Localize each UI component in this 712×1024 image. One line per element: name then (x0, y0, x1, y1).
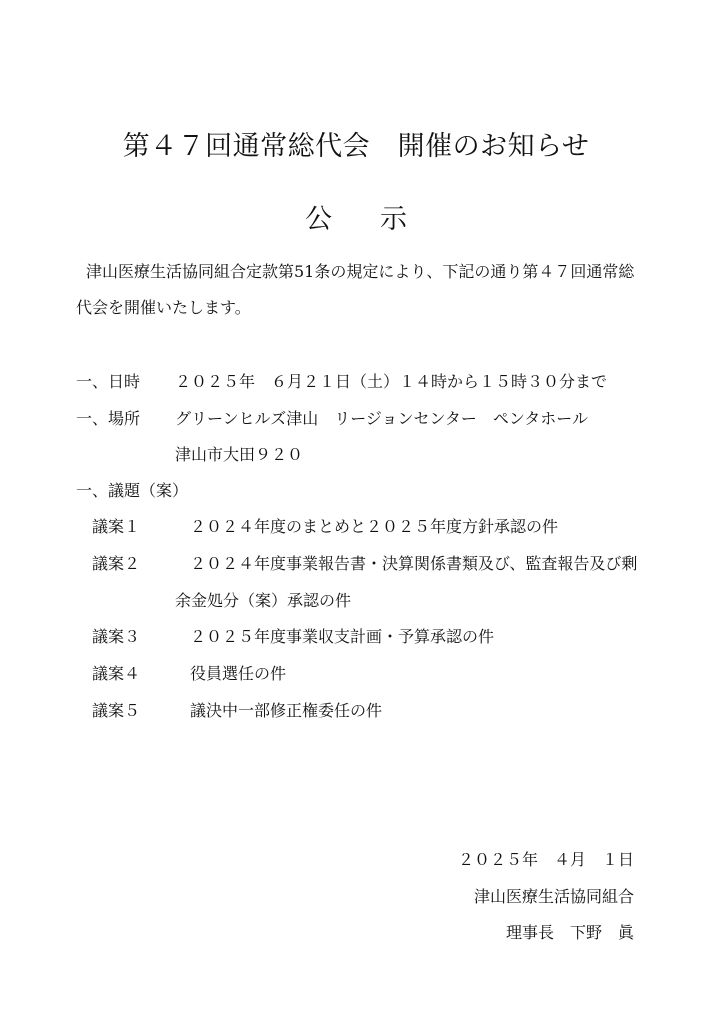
intro-paragraph: 津山医療生活協同組合定款第51条の規定により、下記の通り第４７回通常総代会を開催いたします。 (76, 262, 635, 317)
organization-name: 津山医療生活協同組合 (473, 887, 634, 906)
agenda-item-label: 議案１ (92, 517, 141, 536)
agenda-item-label: 議案２ (92, 554, 141, 573)
agenda-item-text: ２０２４年度のまとめと２０２５年度方針承認の件 (190, 517, 559, 536)
datetime-value: ２０２５年 ６月２１日（土）１４時から１５時３０分まで (175, 372, 608, 391)
agenda-item-text: ２０２５年度事業収支計画・予算承認の件 (190, 627, 495, 646)
agenda-item-label: 議案５ (92, 701, 141, 720)
notice-heading: 公示 (305, 204, 455, 235)
notice-date: ２０２５年 ４月 １日 (457, 850, 634, 869)
agenda-item-text: 役員選任の件 (190, 664, 287, 683)
place-address: 津山市大田９２０ (175, 445, 304, 464)
agenda-item-text: 議決中一部修正権委任の件 (190, 701, 383, 720)
agenda-item-text-continued: 余金処分（案）承認の件 (175, 591, 352, 610)
signatory: 理事長 下野 眞 (505, 923, 634, 942)
datetime-label: 一、日時 (76, 372, 141, 391)
place-label: 一、場所 (76, 409, 141, 428)
notice-title: 第４７回通常総代会 開催のお知らせ (122, 131, 590, 162)
agenda-heading: 一、議題（案） (76, 481, 189, 500)
agenda-item-text: ２０２４年度事業報告書・決算関係書類及び、監査報告及び剰 (190, 554, 638, 573)
agenda-item-label: 議案４ (92, 664, 141, 683)
agenda-item-label: 議案３ (92, 627, 141, 646)
place-value: グリーンヒルズ津山 リージョンセンター ペンタホール (175, 409, 588, 428)
